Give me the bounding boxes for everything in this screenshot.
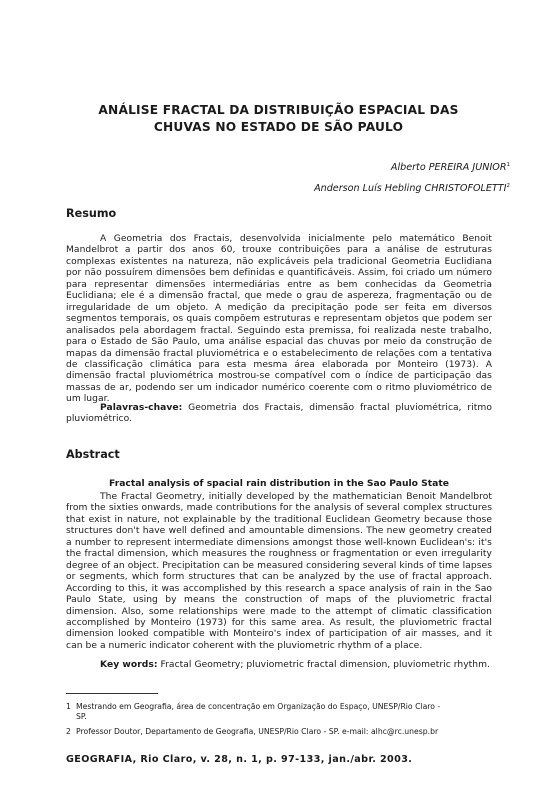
footnote-mark: 2 bbox=[66, 727, 71, 736]
journal-footer: GEOGRAFIA, Rio Claro, v. 28, n. 1, p. 97-133, jan./abr. 2003. bbox=[66, 754, 413, 765]
footnote-text: Mestrando em Geografia, área de concentração em Organização do Espaço, UNESP/Rio Claro - bbox=[76, 702, 441, 711]
author-footnote-mark: 2 bbox=[506, 183, 510, 189]
author-name: Alberto PEREIRA JUNIOR bbox=[390, 162, 507, 173]
paper-title bbox=[60, 102, 497, 136]
abstract-heading: Abstract bbox=[66, 448, 120, 461]
resumo-body bbox=[66, 234, 492, 406]
abstract-keywords bbox=[66, 660, 492, 671]
keywords-label: Palavras-chave: bbox=[100, 403, 183, 413]
resumo-keywords bbox=[66, 403, 492, 426]
title-line-1: ANÁLISE FRACTAL DA DISTRIBUIÇÃO ESPACIAL DAS bbox=[98, 103, 459, 117]
footnote-text-cont: SP. bbox=[76, 712, 87, 721]
author-1 bbox=[314, 156, 510, 177]
author-name: Anderson Luís Hebling CHRISTOFOLETTI bbox=[314, 183, 507, 194]
resumo-text: A Geometria dos Fractais, desenvolvida inicialmente pelo matemático Benoit Mandelbrot a partir dos anos 60, trouxe contribuições para a análise de estruturas complexas existentes na natureza, não explicáveis pela tradicional Geometria Euclidiana por não possuírem dimensões bem definidas e quantificáveis. Assim, foi criado um número para representar dimensões intermediárias entre as bem conhecidas da Geometria Euclidiana; ele é a dimensão fractal, que mede o grau de aspereza, fragmentação ou de irregularidade de um objeto. A medição da precipitação pode ser feita em diversos segmentos temporais, os quais compõem estruturas e representam objetos que podem ser analisados pela abordagem fractal. Seguindo esta premissa, foi realizada neste trabalho, para o Estado de São Paulo, uma análise espacial das chuvas por meio da construção de mapas da dimensão fractal pluviométrica e o estabelecimento de relações com a tentativa de classificação climática para esta mesma área elaborada por Monteiro (1973). A dimensão fractal pluviométrica mostrou-se compatível com o índice de participação das massas de ar, podendo ser um indicador numérico coerente com o ritmo pluviométrico de um lugar. bbox=[66, 234, 492, 405]
author-list bbox=[314, 156, 510, 198]
resumo-heading: Resumo bbox=[66, 207, 117, 220]
title-line-2: CHUVAS NO ESTADO DE SÃO PAULO bbox=[153, 120, 404, 134]
author-2 bbox=[314, 177, 510, 198]
footnote-1 bbox=[66, 702, 506, 722]
abstract-subtitle: Fractal analysis of spacial rain distribution in the Sao Paulo State bbox=[109, 478, 449, 489]
author-footnote-mark: 1 bbox=[506, 162, 510, 168]
keywords-text: Geometria dos Fractais, dimensão fractal pluviométrica, ritmo pluviométrico. bbox=[66, 403, 493, 425]
footnote-text: Professor Doutor, Departamento de Geografia, UNESP/Rio Claro - SP. e-mail: alhc@rc.unesp.br bbox=[76, 727, 439, 736]
footnote-divider bbox=[66, 693, 158, 694]
abstract-text: The Fractal Geometry, initially developed by the mathematician Benoit Mandelbrot from the sixties onwards, made contributions for the analysis of several complex structures that exist in nature, not explainable by the traditional Euclidean Geometry because those structures don't have well defined and amountable dimensions. The new geometry created a number to represent intermediate dimensions amongst those well-known Euclidean's: it's the fractal dimension, which measures the roughness or fragmentation or even irregularity degree of an object. Precipitation can be measured considering several kinds of time lapses or segments, which form structures that can be analyzed by the use of fractal approach. According to this, it was accomplished by this research a space analysis of rain in the Sao Paulo State, using by means the construction of maps of the pluviometric fractal dimension. Also, some relationships were made to the attempt of climatic classification accomplished by Monteiro (1973) for this same area. As result, the pluviometric fractal dimension looked compatible with Monteiro's index of participation of air masses, and it can be a numeric indicator coherent with the pluviometric rhythm of a place. bbox=[66, 492, 492, 651]
keywords-text: Fractal Geometry; pluviometric fractal dimension, pluviometric rhythm. bbox=[160, 660, 491, 670]
footnote-2 bbox=[66, 727, 506, 737]
keywords-label: Key words: bbox=[100, 660, 158, 670]
abstract-body bbox=[66, 492, 492, 652]
footnote-mark: 1 bbox=[66, 702, 71, 711]
